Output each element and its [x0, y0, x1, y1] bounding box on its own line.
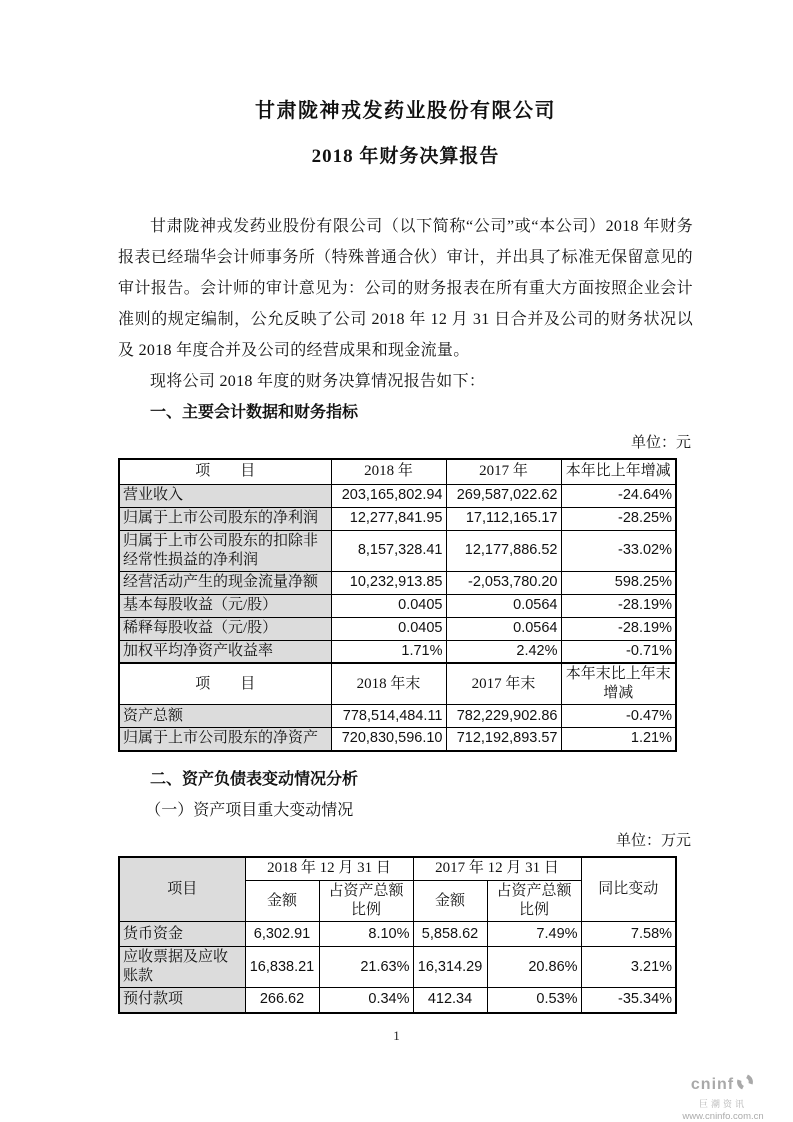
cninfo-brand-row [667, 1072, 779, 1097]
page-content [118, 0, 693, 1014]
ratio-2017: 20.86% [487, 947, 581, 988]
amount-2018: 266.62 [245, 988, 319, 1013]
cninfo-brand-text: cninf [690, 1075, 735, 1093]
paragraph-intro: 现将公司 2018 年度的财务决算情况报告如下： [150, 373, 486, 390]
value-change: -0.71% [561, 640, 676, 663]
value-2017: 0.0564 [446, 617, 561, 640]
value-change: -33.02% [561, 530, 676, 571]
row-label: 归属于上市公司股东的净资产 [119, 728, 331, 751]
table-row-net-profit [119, 507, 676, 530]
row-label: 经营活动产生的现金流量净额 [119, 571, 331, 594]
ratio-2018: 8.10% [319, 922, 413, 947]
value-2018: 778,514,484.11 [331, 705, 446, 728]
row-label: 预付款项 [119, 988, 245, 1013]
table-row-net-assets [119, 728, 676, 751]
row-label: 资产总额 [119, 705, 331, 728]
cninfo-swirl-icon [735, 1072, 755, 1097]
value-change: -28.25% [561, 507, 676, 530]
table-row-revenue [119, 484, 676, 507]
value-2018: 10,232,913.85 [331, 571, 446, 594]
table2-header-periods [119, 857, 676, 881]
col-header-yearend-change: 本年末比上年末增减 [561, 663, 676, 705]
amount-2018: 16,838.21 [245, 947, 319, 988]
value-2017: 17,112,165.17 [446, 507, 561, 530]
col-header-2018: 2018 年 [331, 459, 446, 484]
ratio-2017: 0.53% [487, 988, 581, 1013]
col-header-period-2017: 2017 年 12 月 31 日 [413, 857, 581, 881]
table-row-weighted-roe [119, 640, 676, 663]
table1-header-annual [119, 459, 676, 484]
row-label: 应收票据及应收账款 [119, 947, 245, 988]
value-2017: 782,229,902.86 [446, 705, 561, 728]
value-change: -28.19% [561, 594, 676, 617]
value-2018: 0.0405 [331, 594, 446, 617]
value-change: -28.19% [561, 617, 676, 640]
col-header-ratio-2018: 占资产总额比例 [319, 881, 413, 922]
amount-2018: 6,302.91 [245, 922, 319, 947]
row-label: 营业收入 [119, 484, 331, 507]
col-header-yoy-change: 同比变动 [581, 857, 676, 922]
row-label: 货币资金 [119, 922, 245, 947]
value-change: -0.47% [561, 705, 676, 728]
amount-2017: 412.34 [413, 988, 487, 1013]
table-row-operating-cashflow [119, 571, 676, 594]
col-header-amount-2018: 金额 [245, 881, 319, 922]
value-2018: 1.71% [331, 640, 446, 663]
section1-heading: 一、主要会计数据和财务指标 [150, 404, 359, 421]
value-2017: 269,587,022.62 [446, 484, 561, 507]
value-change: 598.25% [561, 571, 676, 594]
cninfo-logo [667, 1072, 779, 1122]
amount-2017: 5,858.62 [413, 922, 487, 947]
value-2017: 0.0564 [446, 594, 561, 617]
table-row-basic-eps [119, 594, 676, 617]
unit-label-yuan: 单位：元 [630, 435, 691, 451]
yoy-change: 3.21% [581, 947, 676, 988]
value-2018: 8,157,328.41 [331, 530, 446, 571]
table-row-notes-receivable [119, 947, 676, 988]
col-header-2018-end: 2018 年末 [331, 663, 446, 705]
report-title: 2018 年财务决算报告 [311, 146, 500, 167]
value-2017: 712,192,893.57 [446, 728, 561, 751]
table1-header-yearend [119, 663, 676, 705]
yoy-change: -35.34% [581, 988, 676, 1013]
page-number: 1 [393, 1028, 400, 1043]
row-label: 加权平均净资产收益率 [119, 640, 331, 663]
table-row-diluted-eps [119, 617, 676, 640]
row-label: 归属于上市公司股东的扣除非经常性损益的净利润 [119, 530, 331, 571]
col-header-period-2018: 2018 年 12 月 31 日 [245, 857, 413, 881]
section2-sub-heading: （一）资产项目重大变动情况 [145, 801, 354, 819]
col-header-item: 项 目 [119, 459, 331, 484]
value-2018: 12,277,841.95 [331, 507, 446, 530]
amount-2017: 16,314.29 [413, 947, 487, 988]
table-row-total-assets [119, 705, 676, 728]
row-label: 稀释每股收益（元/股） [119, 617, 331, 640]
company-title: 甘肃陇神戎发药业股份有限公司 [255, 100, 556, 122]
value-2018: 720,830,596.10 [331, 728, 446, 751]
col-header-item: 项 目 [119, 663, 331, 705]
col-header-amount-2017: 金额 [413, 881, 487, 922]
ratio-2017: 7.49% [487, 922, 581, 947]
col-header-item: 项目 [119, 857, 245, 922]
value-change: 1.21% [561, 728, 676, 751]
table-row-prepayments [119, 988, 676, 1013]
value-2017: 2.42% [446, 640, 561, 663]
table-row-cash [119, 922, 676, 947]
value-change: -24.64% [561, 484, 676, 507]
ratio-2018: 0.34% [319, 988, 413, 1013]
col-header-ratio-2017: 占资产总额比例 [487, 881, 581, 922]
row-label: 归属于上市公司股东的净利润 [119, 507, 331, 530]
asset-changes-table [118, 856, 677, 1014]
value-2018: 0.0405 [331, 617, 446, 640]
value-2017: 12,177,886.52 [446, 530, 561, 571]
col-header-2017: 2017 年 [446, 459, 561, 484]
col-header-2017-end: 2017 年末 [446, 663, 561, 705]
value-2018: 203,165,802.94 [331, 484, 446, 507]
cninfo-chinese-name: 巨潮资讯 [698, 1099, 747, 1109]
section2-heading: 二、资产负债表变动情况分析 [150, 770, 359, 788]
paragraph-audit-opinion: 甘肃陇神戎发药业股份有限公司（以下简称“公司”或“本公司）2018 年财务报表已经瑞华会计师事务所（特殊普通合伙）审计，并出具了标准无保留意见的审计报告。会计师的审计意见为：公司的财务报表在所有重大方面按照企业会计准则的规定编制，公允反映了公司 2018 年 12 月 31 日合并及公司的财务状况以及 2018 年度合并及公司的经营成果和现金流量。 [118, 218, 693, 359]
col-header-change: 本年比上年增减 [561, 459, 676, 484]
key-financials-table [118, 458, 677, 752]
cninfo-url: www.cninfo.com.cn [682, 1111, 764, 1122]
value-2017: -2,053,780.20 [446, 571, 561, 594]
yoy-change: 7.58% [581, 922, 676, 947]
table-row-net-profit-excl-nonrecurring [119, 530, 676, 571]
ratio-2018: 21.63% [319, 947, 413, 988]
row-label: 基本每股收益（元/股） [119, 594, 331, 617]
unit-label-wanyuan: 单位：万元 [615, 832, 691, 849]
